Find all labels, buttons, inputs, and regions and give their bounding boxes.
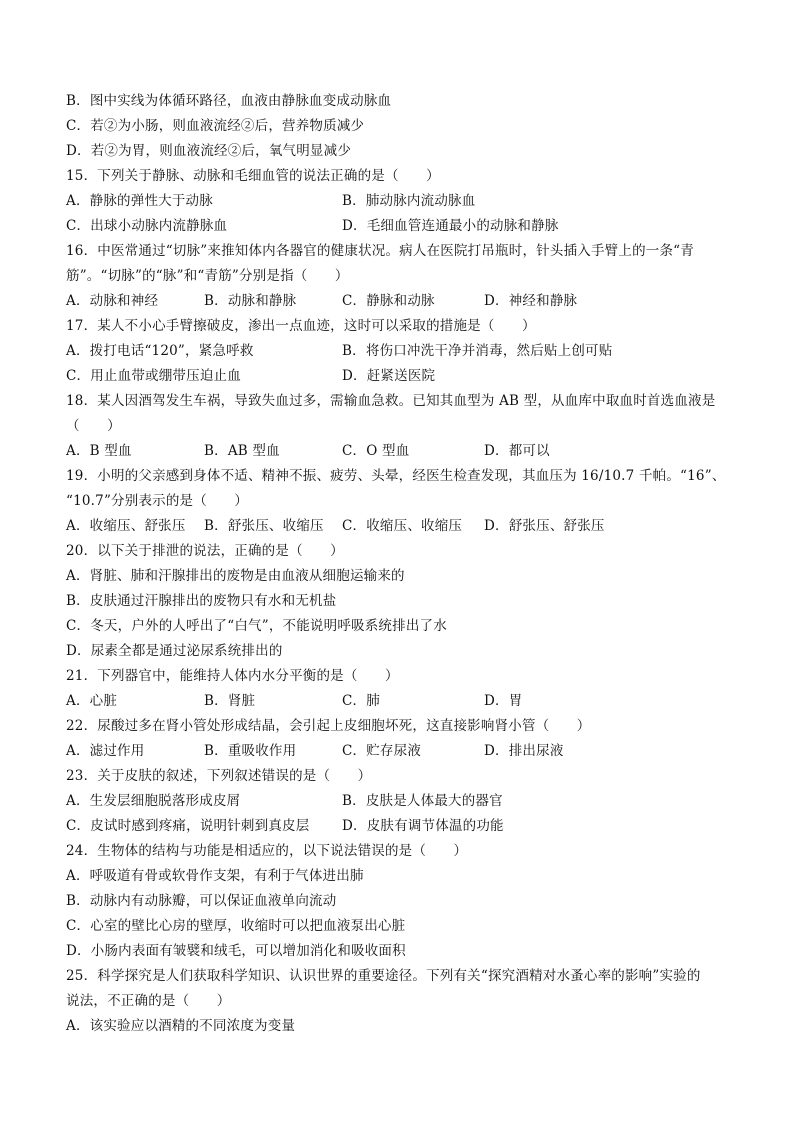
text-line: B．图中实线为体循环路径，血液由静脉血变成动脉血 [66,93,392,109]
option: C．用止血带或绷带压迫止血 [66,368,241,384]
text-line: 筋”。“切脉”的“脉”和“青筋”分别是指（ ） [66,268,349,284]
question-stem: 18．某人因酒驾发生车祸，导致失血过多，需输血急救。已知其血型为 AB 型，从血库中取血时首选血液是 [66,393,716,409]
question-stem: 25．科学探究是人们获取科学知识、认识世界的重要途径。下列有关“探究酒精对水蚤心率的影响”实验的 [66,968,701,984]
option: D．都可以 [484,443,550,459]
option: D．毛细血管连通最小的动脉和静脉 [342,218,559,234]
question-stem: 21．下列器官中，能维持人体内水分平衡的是（ ） [66,668,399,684]
option: C．肺 [342,693,380,709]
text-line: C．若②为小肠，则血液流经②后，营养物质减少 [66,118,365,134]
option: A．拨打电话“120”，紧急呼救 [66,343,254,359]
option: B．重吸收作用 [204,743,297,759]
text-line: D．尿素全都是通过泌尿系统排出的 [66,643,283,659]
option: A．心脏 [66,693,118,709]
option: D．舒张压、舒张压 [484,518,605,534]
text-line: “10.7”分别表示的是（ ） [66,493,249,509]
text-line: C．冬天，户外的人呼出了“白气”，不能说明呼吸系统排出了水 [66,618,447,634]
question-stem: 23．关于皮肤的叙述，下列叙述错误的是（ ） [66,768,372,784]
option: B．动脉和静脉 [204,293,297,309]
option: C．收缩压、收缩压 [342,518,463,534]
option: A．B 型血 [66,443,132,459]
option: D．胃 [484,693,523,709]
option: B．肺动脉内流动脉血 [342,193,476,209]
option: B．将伤口冲洗干净并消毒，然后贴上创可贴 [342,343,613,359]
text-line: （ ） [66,418,121,434]
question-stem: 19．小明的父亲感到身体不适、精神不振、疲劳、头晕，经医生检查发现，其血压为 16/10.7 千帕。“16”、 [66,468,726,484]
option: A．静脉的弹性大于动脉 [66,193,213,209]
option: C．O 型血 [342,443,410,459]
option: C．皮试时感到疼痛，说明针刺到真皮层 [66,818,310,834]
text-line: 说法，不正确的是（ ） [66,993,231,1009]
option: B．AB 型血 [204,443,280,459]
question-stem: 15．下列关于静脉、动脉和毛细血管的说法正确的是（ ） [66,168,440,184]
text-line: C．心室的壁比心房的壁厚，收缩时可以把血液泵出心脏 [66,918,406,934]
option: C．出球小动脉内流静脉血 [66,218,228,234]
option: D．赶紧送医院 [342,368,436,384]
option: B．舒张压、收缩压 [204,518,324,534]
option: A．动脉和神经 [66,293,159,309]
option: D．排出尿液 [484,743,564,759]
option: C．贮存尿液 [342,743,422,759]
text-line: B．皮肤通过汗腺排出的废物只有水和无机盐 [66,593,337,609]
text-line: D．若②为胃，则血液流经②后，氧气明显减少 [66,143,352,159]
question-stem: 24．生物体的结构与功能是相适应的，以下说法错误的是（ ） [66,843,468,859]
text-line: D．小肠内表面有皱襞和绒毛，可以增加消化和吸收面积 [66,943,406,959]
question-stem: 22．尿酸过多在肾小管处形成结晶，会引起上皮细胞坏死，这直接影响肾小管（ ） [66,718,591,734]
text-line: B．动脉内有动脉瓣，可以保证血液单向流动 [66,893,337,909]
option: D．神经和静脉 [484,293,578,309]
text-line: A．呼吸道有骨或软骨作支架，有利于气体进出肺 [66,868,364,884]
question-stem: 20．以下关于排泄的说法，正确的是（ ） [66,543,344,559]
text-line: A．该实验应以酒精的不同浓度为变量 [66,1018,296,1034]
option: D．皮肤有调节体温的功能 [342,818,504,834]
option: B．肾脏 [204,693,256,709]
option: A．收缩压、舒张压 [66,518,186,534]
option: C．静脉和动脉 [342,293,435,309]
question-stem: 17．某人不小心手臂擦破皮，渗出一点血迹，这时可以采取的措施是（ ） [66,318,536,334]
option: B．皮肤是人体最大的器官 [342,793,503,809]
text-line: A．肾脏、肺和汗腺排出的废物是由血液从细胞运输来的 [66,568,405,584]
question-stem: 16．中医常通过“切脉”来推知体内各器官的健康状况。病人在医院打吊瓶时，针头插入手臂上的一条“青 [66,243,694,259]
option: A．生发层细胞脱落形成皮屑 [66,793,241,809]
option: A．滤过作用 [66,743,145,759]
